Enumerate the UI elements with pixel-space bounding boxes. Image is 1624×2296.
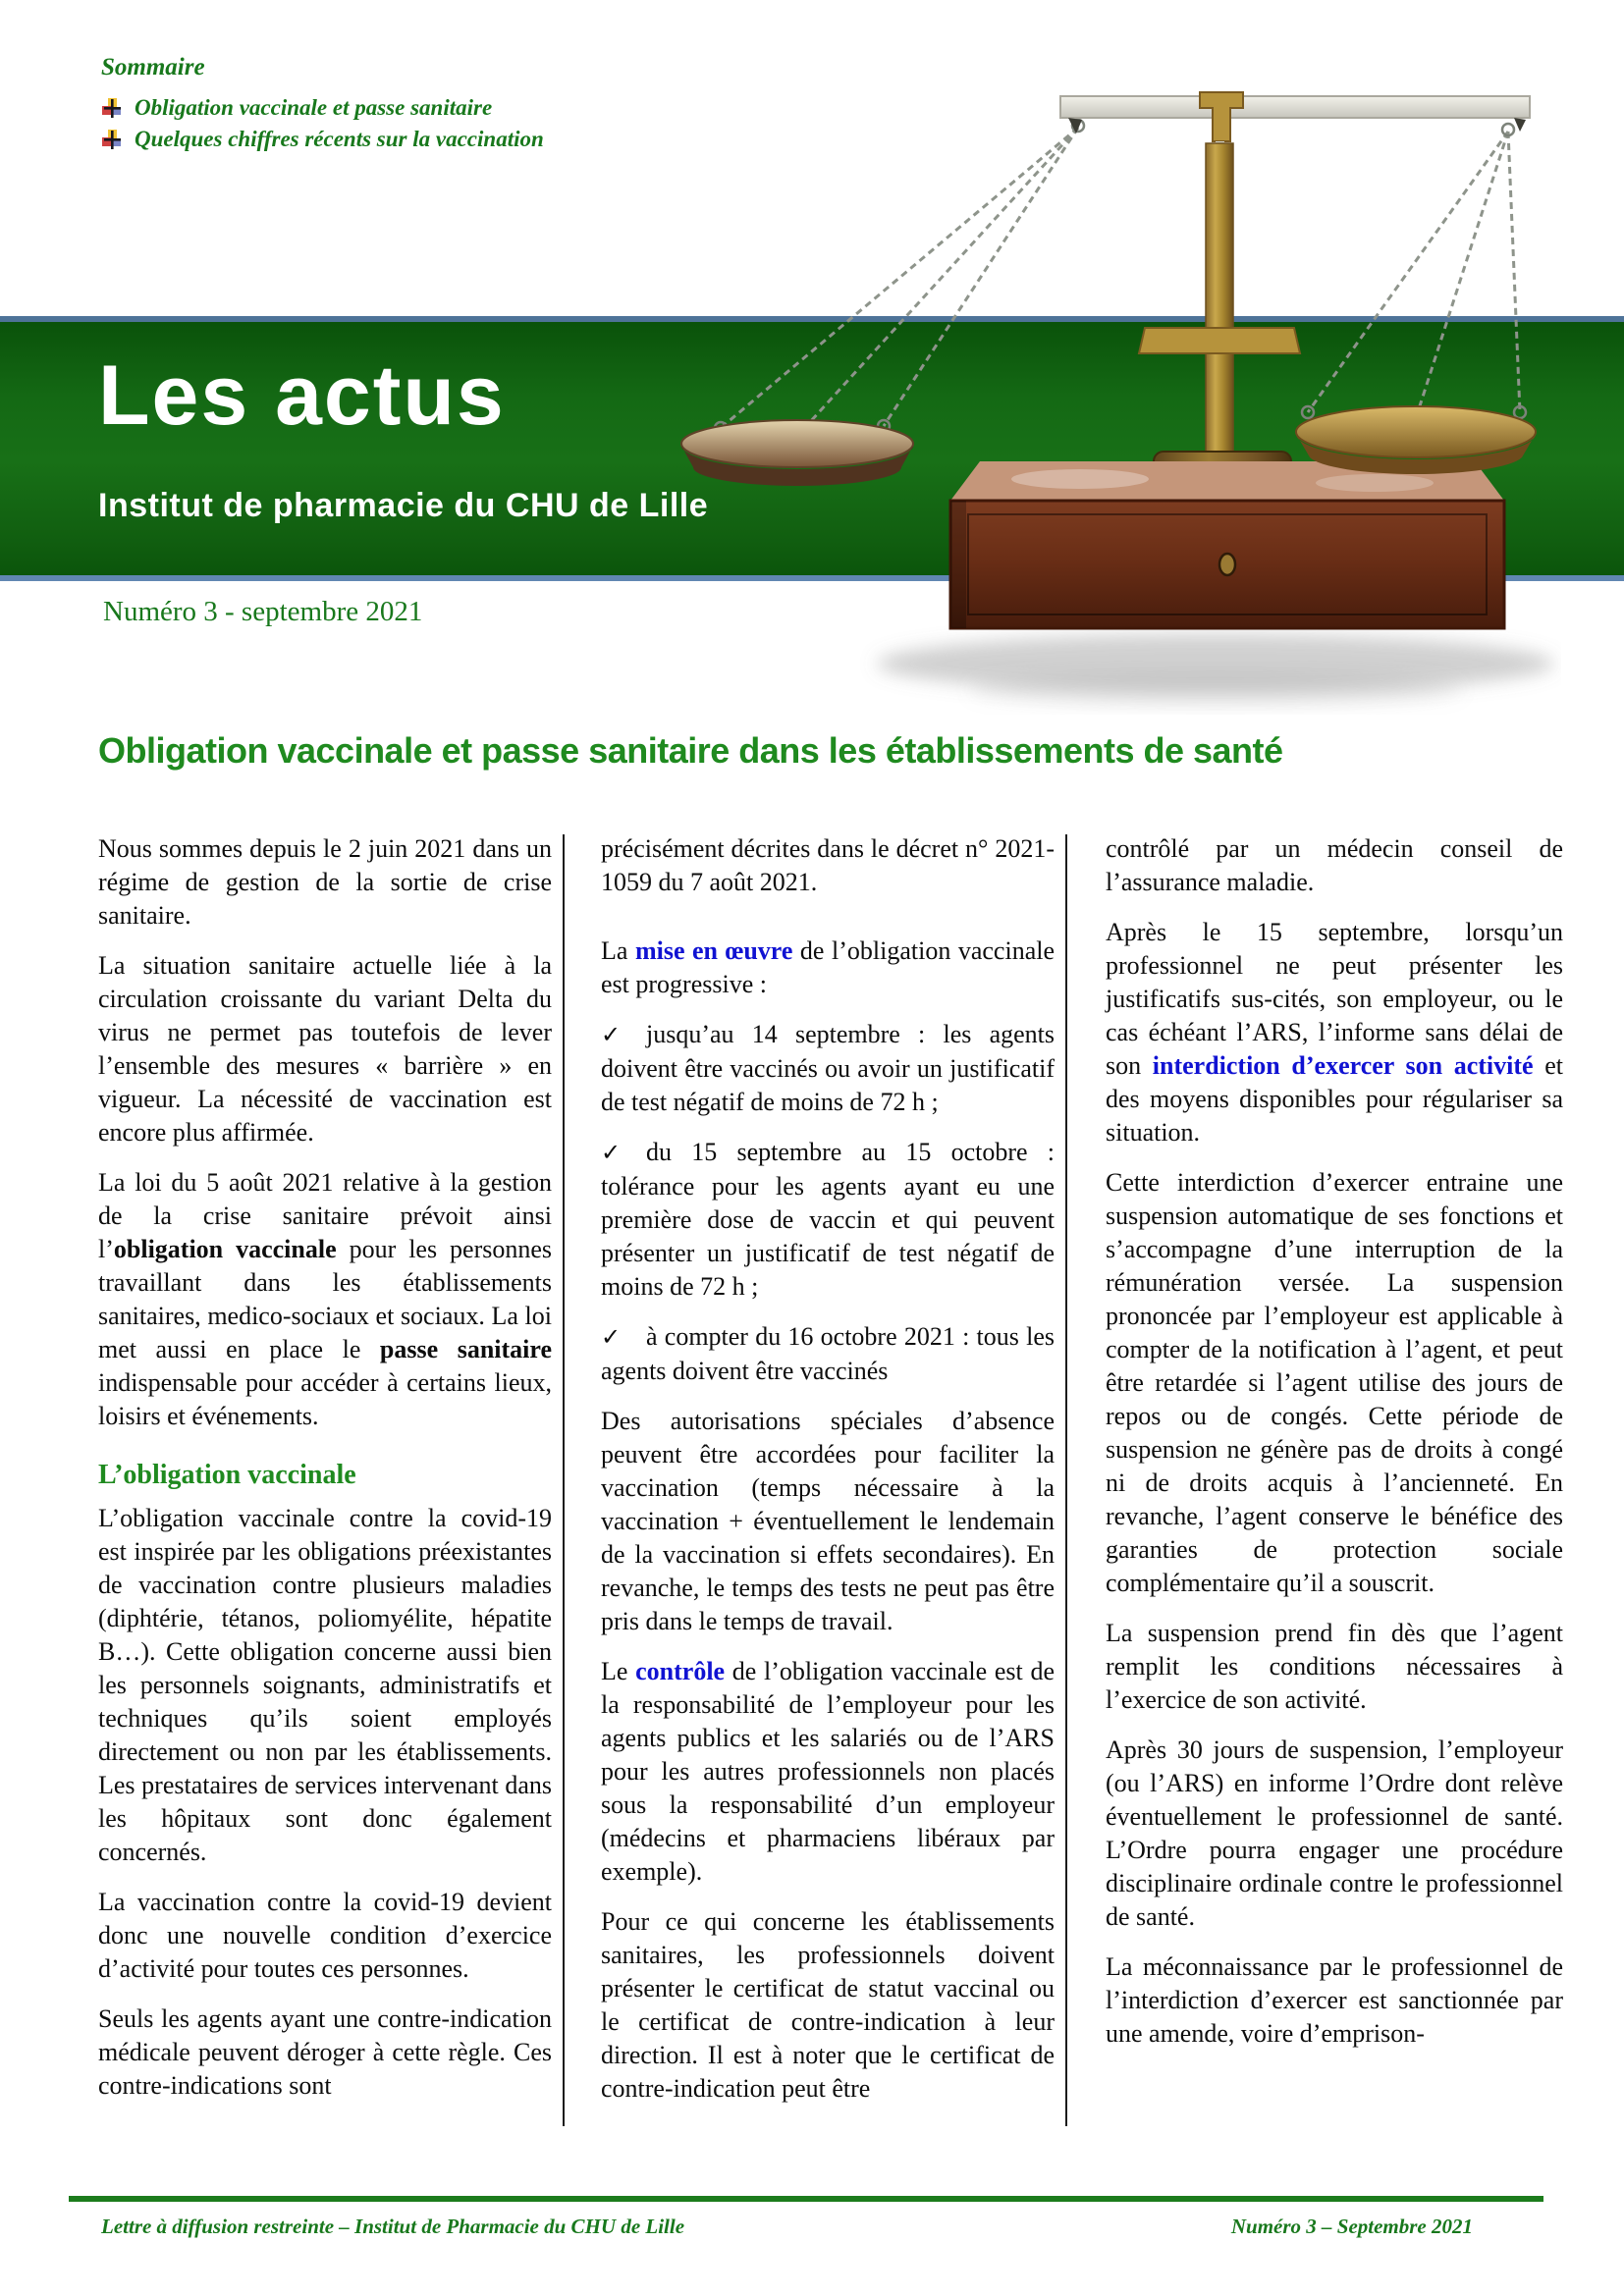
footer-rule (69, 2196, 1543, 2202)
sommaire-item-label: Obligation vaccinale et passe sanitaire (135, 95, 493, 120)
newsletter-title: Les actus (98, 348, 506, 443)
article-heading: Obligation vaccinale et passe sanitaire dans les établissements de santé (98, 730, 1283, 771)
paragraph: Pour ce qui concerne les établissements sanitaires, les professionnels doivent présenter le certificat de statut vaccinal ou le certificat de contre-indication à leur direction. Il est à noter que le certificat de contre-indication peut être (601, 1907, 1055, 2103)
checkmark-icon: ✓ (601, 1023, 622, 1048)
cross-bullet-icon (101, 129, 123, 150)
paragraph: Après 30 jours de suspension, l’employeur (ou l’ARS) en informe l’Ordre dont relève éventuellement le professionnel de santé. L’Ordre pourra engager une procédure disciplinaire ordinale contre le professionnel de santé. (1106, 1735, 1563, 1931)
article-column-3 (1106, 832, 1563, 2067)
cross-bullet-icon (101, 97, 123, 119)
paragraph: précisément décrites dans le décret n° 2021-1059 du 7 août 2021. (601, 834, 1055, 896)
paragraph: L’obligation vaccinale contre la covid-19 est inspirée par les obligations préexistantes de vaccination contre plusieurs maladies (diphtérie, tétanos, poliomyélite, hépatite B…). Cette obligation concerne aussi bien les personnels soignants, administratifs et techniques qu’ils soient employés directement ou non par les établissements. Les prestataires de services intervenant dans les hôpitaux sont donc également concernés. (98, 1504, 552, 1866)
newsletter-subtitle: Institut de pharmacie du CHU de Lille (98, 487, 709, 524)
paragraph: Des autorisations spéciales d’absence peuvent être accordées pour faciliter la vaccination (temps nécessaire à la vaccination + éventuellement le lendemain de la vaccination si effets secondaires). En revanche, le temps des tests ne peut pas être pris dans le temps de travail. (601, 1407, 1055, 1635)
paragraph: contrôlé par un médecin conseil de l’assurance maladie. (1106, 834, 1563, 896)
paragraph: La suspension prend fin dès que l’agent remplit les conditions nécessaires à l’exercice de son activité. (1106, 1619, 1563, 1714)
list-item: ✓ du 15 septembre au 15 octobre : tolérance pour les agents ayant eu une première dose de vaccin et qui peuvent présenter un justificatif de test négatif de moins de 72 h ; (601, 1138, 1055, 1301)
sommaire-item-obligation-vaccinale[interactable] (101, 95, 544, 121)
paragraph: La mise en œuvre de l’obligation vaccinale est progressive : (601, 936, 1055, 998)
footer-right-text: Numéro 3 – Septembre 2021 (1230, 2215, 1473, 2238)
article-column-1 (98, 832, 552, 2119)
sommaire (101, 54, 544, 158)
list-item: ✓ jusqu’au 14 septembre : les agents doivent être vaccinés ou avoir un justificatif de test négatif de moins de 72 h ; (601, 1020, 1055, 1116)
checkmark-icon: ✓ (601, 1141, 622, 1166)
list-item: ✓ à compter du 16 octobre 2021 : tous les agents doivent être vaccinés (601, 1322, 1055, 1385)
paragraph: Après le 15 septembre, lorsqu’un professionnel ne peut présenter les justificatifs sus-cités, son employeur, ou le cas échéant l’ARS, l’informe sans délai de son interdiction d’exercer son activité et des moyens disponibles pour régulariser sa situation. (1106, 918, 1563, 1147)
paragraph: La méconnaissance par le professionnel de l’interdiction d’exercer est sanctionnée par une amende, voire d’emprison- (1106, 1952, 1563, 2048)
paragraph: Cette interdiction d’exercer entraine une suspension automatique de ses fonctions et s’accompagne d’une interruption de la rémunération versée. La suspension prononcée par l’employeur est applicable à compter de la notification à l’agent, et peut être retardée si l’agent utilise des jours de repos ou de congés. Cette période de suspension ne génère pas de droits à congé ni de droits acquis à l’ancienneté. En revanche, l’agent conserve le bénéfice des garanties de protection sociale complémentaire qu’il a souscrit. (1106, 1168, 1563, 1597)
column-subheading: L’obligation vaccinale (98, 1460, 356, 1490)
column-separator (563, 834, 565, 2126)
paragraph: Nous sommes depuis le 2 juin 2021 dans un régime de gestion de la sortie de crise sanitaire. (98, 834, 552, 930)
paragraph: Le contrôle de l’obligation vaccinale est de la responsabilité de l’employeur pour les agents publics et les salariés ou de l’ARS pour les autres professionnels non placés sous la responsabilité d’un employeur (médecins et pharmaciens libéraux par exemple). (601, 1657, 1055, 1886)
sommaire-item-chiffres-vaccination[interactable] (101, 127, 544, 152)
column-separator (1065, 834, 1067, 2126)
article-column-2 (601, 832, 1055, 2122)
balance-scale-image (619, 67, 1561, 715)
paragraph: Seuls les agents ayant une contre-indication médicale peuvent déroger à cette règle. Ces contre-indications sont (98, 2004, 552, 2100)
paragraph: La loi du 5 août 2021 relative à la gestion de la crise sanitaire prévoit ainsi l’obligation vaccinale pour les personnes travaillant dans les établissements sanitaires, medico-sociaux et sociaux. La loi met aussi en place le passe sanitaire indispensable pour accéder à certains lieux, loisirs et événements. (98, 1168, 553, 1430)
sommaire-title: Sommaire (101, 54, 205, 80)
sommaire-item-label: Quelques chiffres récents sur la vaccination (135, 127, 544, 151)
checkmark-icon: ✓ (601, 1325, 622, 1351)
footer-left-text: Lettre à diffusion restreinte – Institut de Pharmacie du CHU de Lille (101, 2215, 685, 2238)
paragraph: La vaccination contre la covid-19 devient donc une nouvelle condition d’exercice d’activité pour toutes ces personnes. (98, 1888, 552, 1983)
paragraph: La situation sanitaire actuelle liée à la circulation croissante du variant Delta du virus ne permet pas toutefois de lever l’ensemble des mesures « barrière » en vigueur. La nécessité de vaccination est encore plus affirmée. (98, 951, 552, 1147)
issue-line: Numéro 3 - septembre 2021 (103, 596, 423, 627)
